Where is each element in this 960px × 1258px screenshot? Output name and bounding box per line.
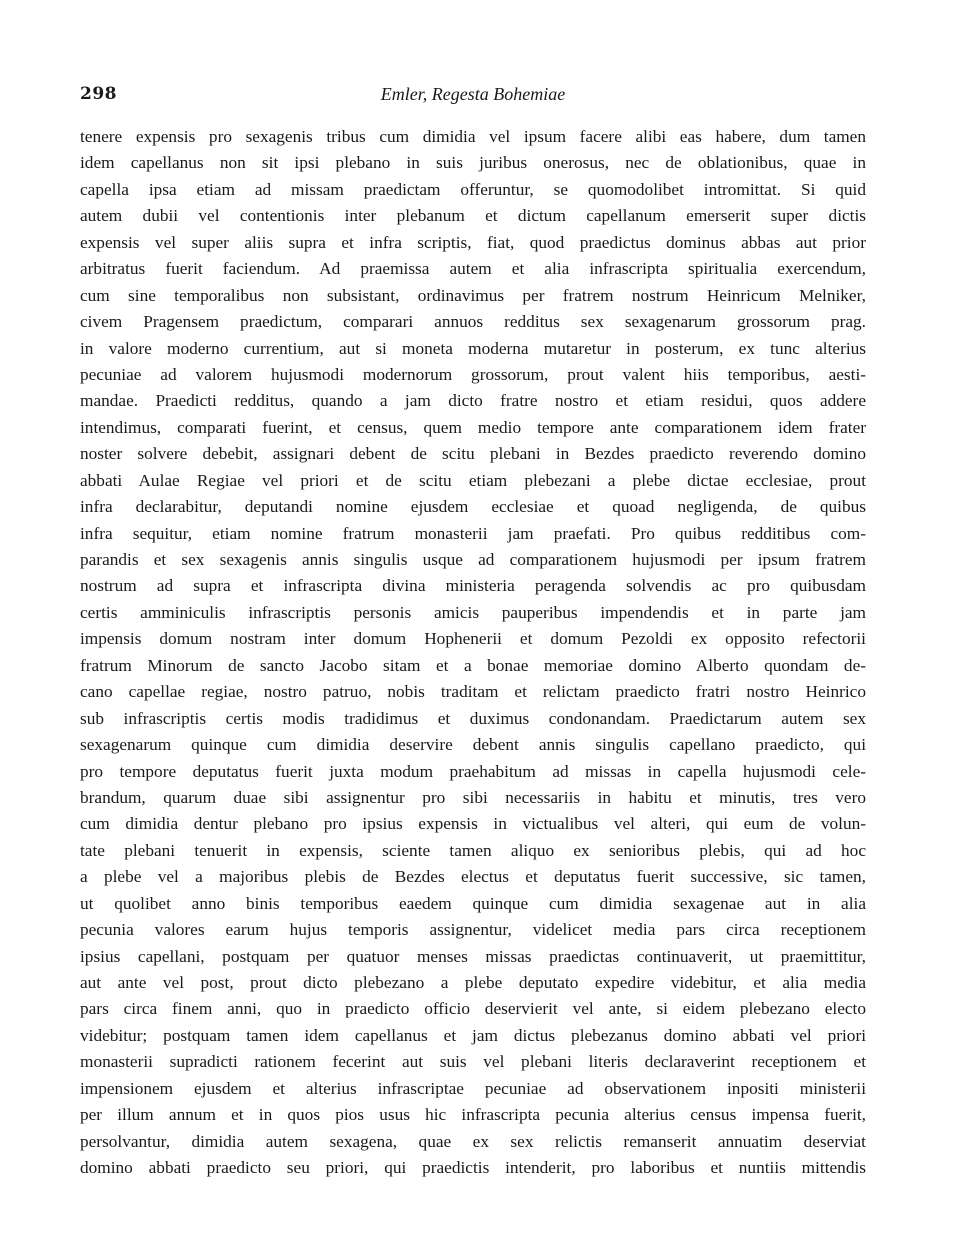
text-line: mandae. Praedicti redditus, quando a jam dicto fratre nostro et etiam residui, quos addere <box>80 391 866 411</box>
page-number: 298 <box>80 84 117 104</box>
text-line: impensionem ejusdem et alterius infrascriptae pecuniae ad observationem inpositi ministerii <box>80 1078 866 1098</box>
text-line: abbati Aulae Regiae vel priori et de scitu etiam plebezani a plebe dictae ecclesiae, prout <box>80 470 866 490</box>
text-line: tate plebani tenuerit in expensis, sciente tamen aliquo ex senioribus plebis, qui ad hoc <box>80 840 866 860</box>
text-line: sub infrascriptis certis modis tradidimus et duximus condonandam. Praedictarum autem sex <box>80 708 866 728</box>
text-line: cum dimidia dentur plebano pro ipsius expensis in victualibus vel alteri, qui eum de volun- <box>80 814 866 834</box>
text-line: nostrum ad supra et infrascripta divina ministeria peragenda solvendis ac pro quibusdam <box>80 576 866 596</box>
text-line: tenere expensis pro sexagenis tribus cum dimidia vel ipsum facere alibi eas habere, dum tamen <box>80 127 866 146</box>
text-line: fratrum Minorum de sancto Jacobo sitam et a bonae memoriae domino Alberto quondam de- <box>80 655 866 675</box>
text-line: videbitur; postquam tamen idem capellanus et jam dictus plebezanus domino abbati vel priori <box>80 1025 866 1045</box>
text-line: capella ipsa etiam ad missam praedictam offeruntur, se quomodolibet intromittat. Si quid <box>80 179 866 199</box>
text-line: parandis et sex sexagenis annis singulis usque ad comparationem hujusmodi per ipsum fratrem <box>80 550 866 569</box>
text-line: idem capellanus non sit ipsi plebano in suis juribus onerosus, nec de oblationibus, quae in <box>80 153 866 173</box>
text-line: arbitratus fuerit faciendum. Ad praemissa autem et alia infrascripta spiritualia exercendum, <box>80 259 866 279</box>
text-line: pecunia valores earum hujus temporis assignentur, videlicet media pars circa receptionem <box>80 920 866 940</box>
text-line: cum sine temporalibus non subsistant, ordinavimus per fratrem nostrum Heinricum Melniker, <box>80 285 866 305</box>
text-line: impensis domum nostram inter domum Hophenerii et domum Pezoldi ex opposito refectorii <box>80 629 866 649</box>
body-text <box>80 124 866 1182</box>
text-line: intendimus, comparati fuerint, et census, quem medio tempore ante comparationem idem frater <box>80 417 866 437</box>
text-line: in valore moderno currentium, aut si moneta moderna mutaretur in posterum, ex tunc alterius <box>80 338 866 358</box>
text-line: pars circa finem anni, quo in praedicto officio deservierit vel ante, si eidem plebezano electo <box>80 999 866 1019</box>
text-line: ipsius capellani, postquam per quatuor menses missas praedictas continuaverit, ut praemittitur, <box>80 946 866 966</box>
text-line: pro tempore deputatus fuerit juxta modum praehabitum ad missas in capella hujusmodi cele- <box>80 761 866 781</box>
text-line: per illum annum et in quos pios usus hic infrascripta pecunia alterius census impensa fuerit, <box>80 1105 866 1125</box>
text-line: infra declarabitur, deputandi nomine ejusdem ecclesiae et quoad negligenda, de quibus <box>80 497 866 517</box>
text-line: autem dubii vel contentionis inter plebanum et dictum capellanum emerserit super dictis <box>80 206 866 226</box>
text-line: aut ante vel post, prout dicto plebezano a plebe deputato expedire videbitur, et alia media <box>80 973 866 992</box>
text-line: pecuniae ad valorem hujusmodi modernorum grossorum, prout valent hiis temporibus, aesti- <box>80 364 866 384</box>
text-line: certis amminiculis infrascriptis personis amicis pauperibus impendendis et in parte jam <box>80 602 866 622</box>
text-line: a plebe vel a majoribus plebis de Bezdes electus et deputatus fuerit successive, sic tamen, <box>80 867 866 887</box>
text-line: ut quolibet anno binis temporibus eaedem quinque cum dimidia sexagenae aut in alia <box>80 893 866 913</box>
text-line: sexagenarum quinque cum dimidia deservire debent annis singulis capellano praedicto, qui <box>80 735 866 755</box>
page-header <box>80 84 866 108</box>
text-line: infra sequitur, etiam nomine fratrum monasterii jam praefati. Pro quibus redditibus com- <box>80 523 866 543</box>
text-line: cano capellae regiae, nostro patruo, nobis traditam et relictam praedicto fratri nostro Heinrico <box>80 682 866 702</box>
text-line: noster solvere debebit, assignari debent de scitu plebani in Bezdes praedicto reverendo domino <box>80 444 866 464</box>
text-line: expensis vel super aliis supra et infra scriptis, fiat, quod praedictus dominus abbas aut prior <box>80 232 866 252</box>
text-line: monasterii supradicti rationem fecerint aut suis vel plebani literis declaraverint receptionem et <box>80 1052 866 1072</box>
text-line: civem Pragensem praedictum, comparari annuos redditus sex sexagenarum grossorum prag. <box>80 312 866 332</box>
text-line: brandum, quarum duae sibi assignentur pro sibi necessariis in habitu et minutis, tres vero <box>80 787 866 807</box>
text-line: domino abbati praedicto seu priori, qui praedictis intenderit, pro laboribus et nuntiis mittendis <box>80 1158 866 1178</box>
running-title: Emler, Regesta Bohemiae <box>380 84 566 104</box>
text-line: persolvantur, dimidia autem sexagena, quae ex sex relictis remanserit annuatim deserviat <box>80 1131 866 1151</box>
